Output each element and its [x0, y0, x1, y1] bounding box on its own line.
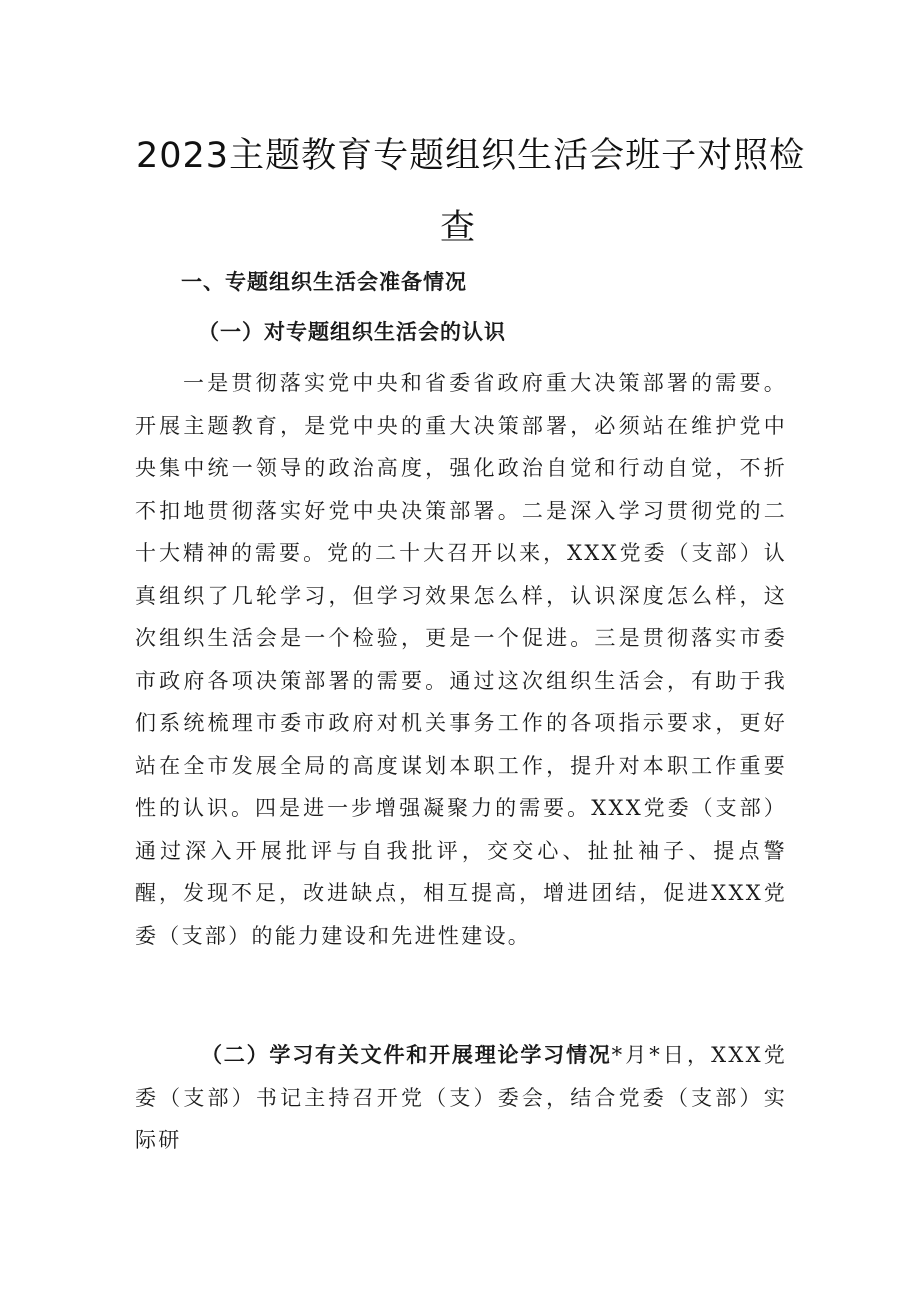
document-title-continued: 查 [440, 208, 477, 248]
section-heading: 一、专题组织生活会准备情况 [181, 270, 467, 294]
body-paragraph: 一是贯彻落实党中央和省委省政府重大决策部署的需要。开展主题教育，是党中央的重大决策部署，必须站在维护党中央集中统一领导的政治高度，强化政治自觉和行动自觉，不折不扣地贯彻落实好党中央决策部署。二是深入学习贯彻党的二十大精神的需要。党的二十大召开以来，XXX党委（支部）认真组织了几轮学习，但学习效果怎么样，认识深度怎么样，这次组织生活会是一个检验，更是一个促进。三是贯彻落实市委市政府各项决策部署的需要。通过这次组织生活会，有助于我们系统梳理市委市政府对机关事务工作的各项指示要求，更好站在全市发展全局的高度谋划本职工作，提升对本职工作重要性的认识。四是进一步增强凝聚力的需要。XXX党委（支部）通过深入开展批评与自我批评，交交心、扯扯袖子、提点警醒，发现不足，改进缺点，相互提高，增进团结，促进XXX党委（支部）的能力建设和先进性建设。 [135, 371, 787, 948]
paragraph-text: *月*日，XXX党委（支部）书记主持召开党（支）委会，结合党委（支部）实际研 [135, 1043, 787, 1152]
subsection-heading: （一）对专题组织生活会的认识 [198, 320, 506, 344]
body-paragraph-with-heading [135, 1034, 787, 1162]
document-title: 2023主题教育专题组织生活会班子对照检 [136, 136, 806, 176]
subsection-heading: （二）学习有关文件和开展理论学习情况 [201, 1043, 612, 1067]
